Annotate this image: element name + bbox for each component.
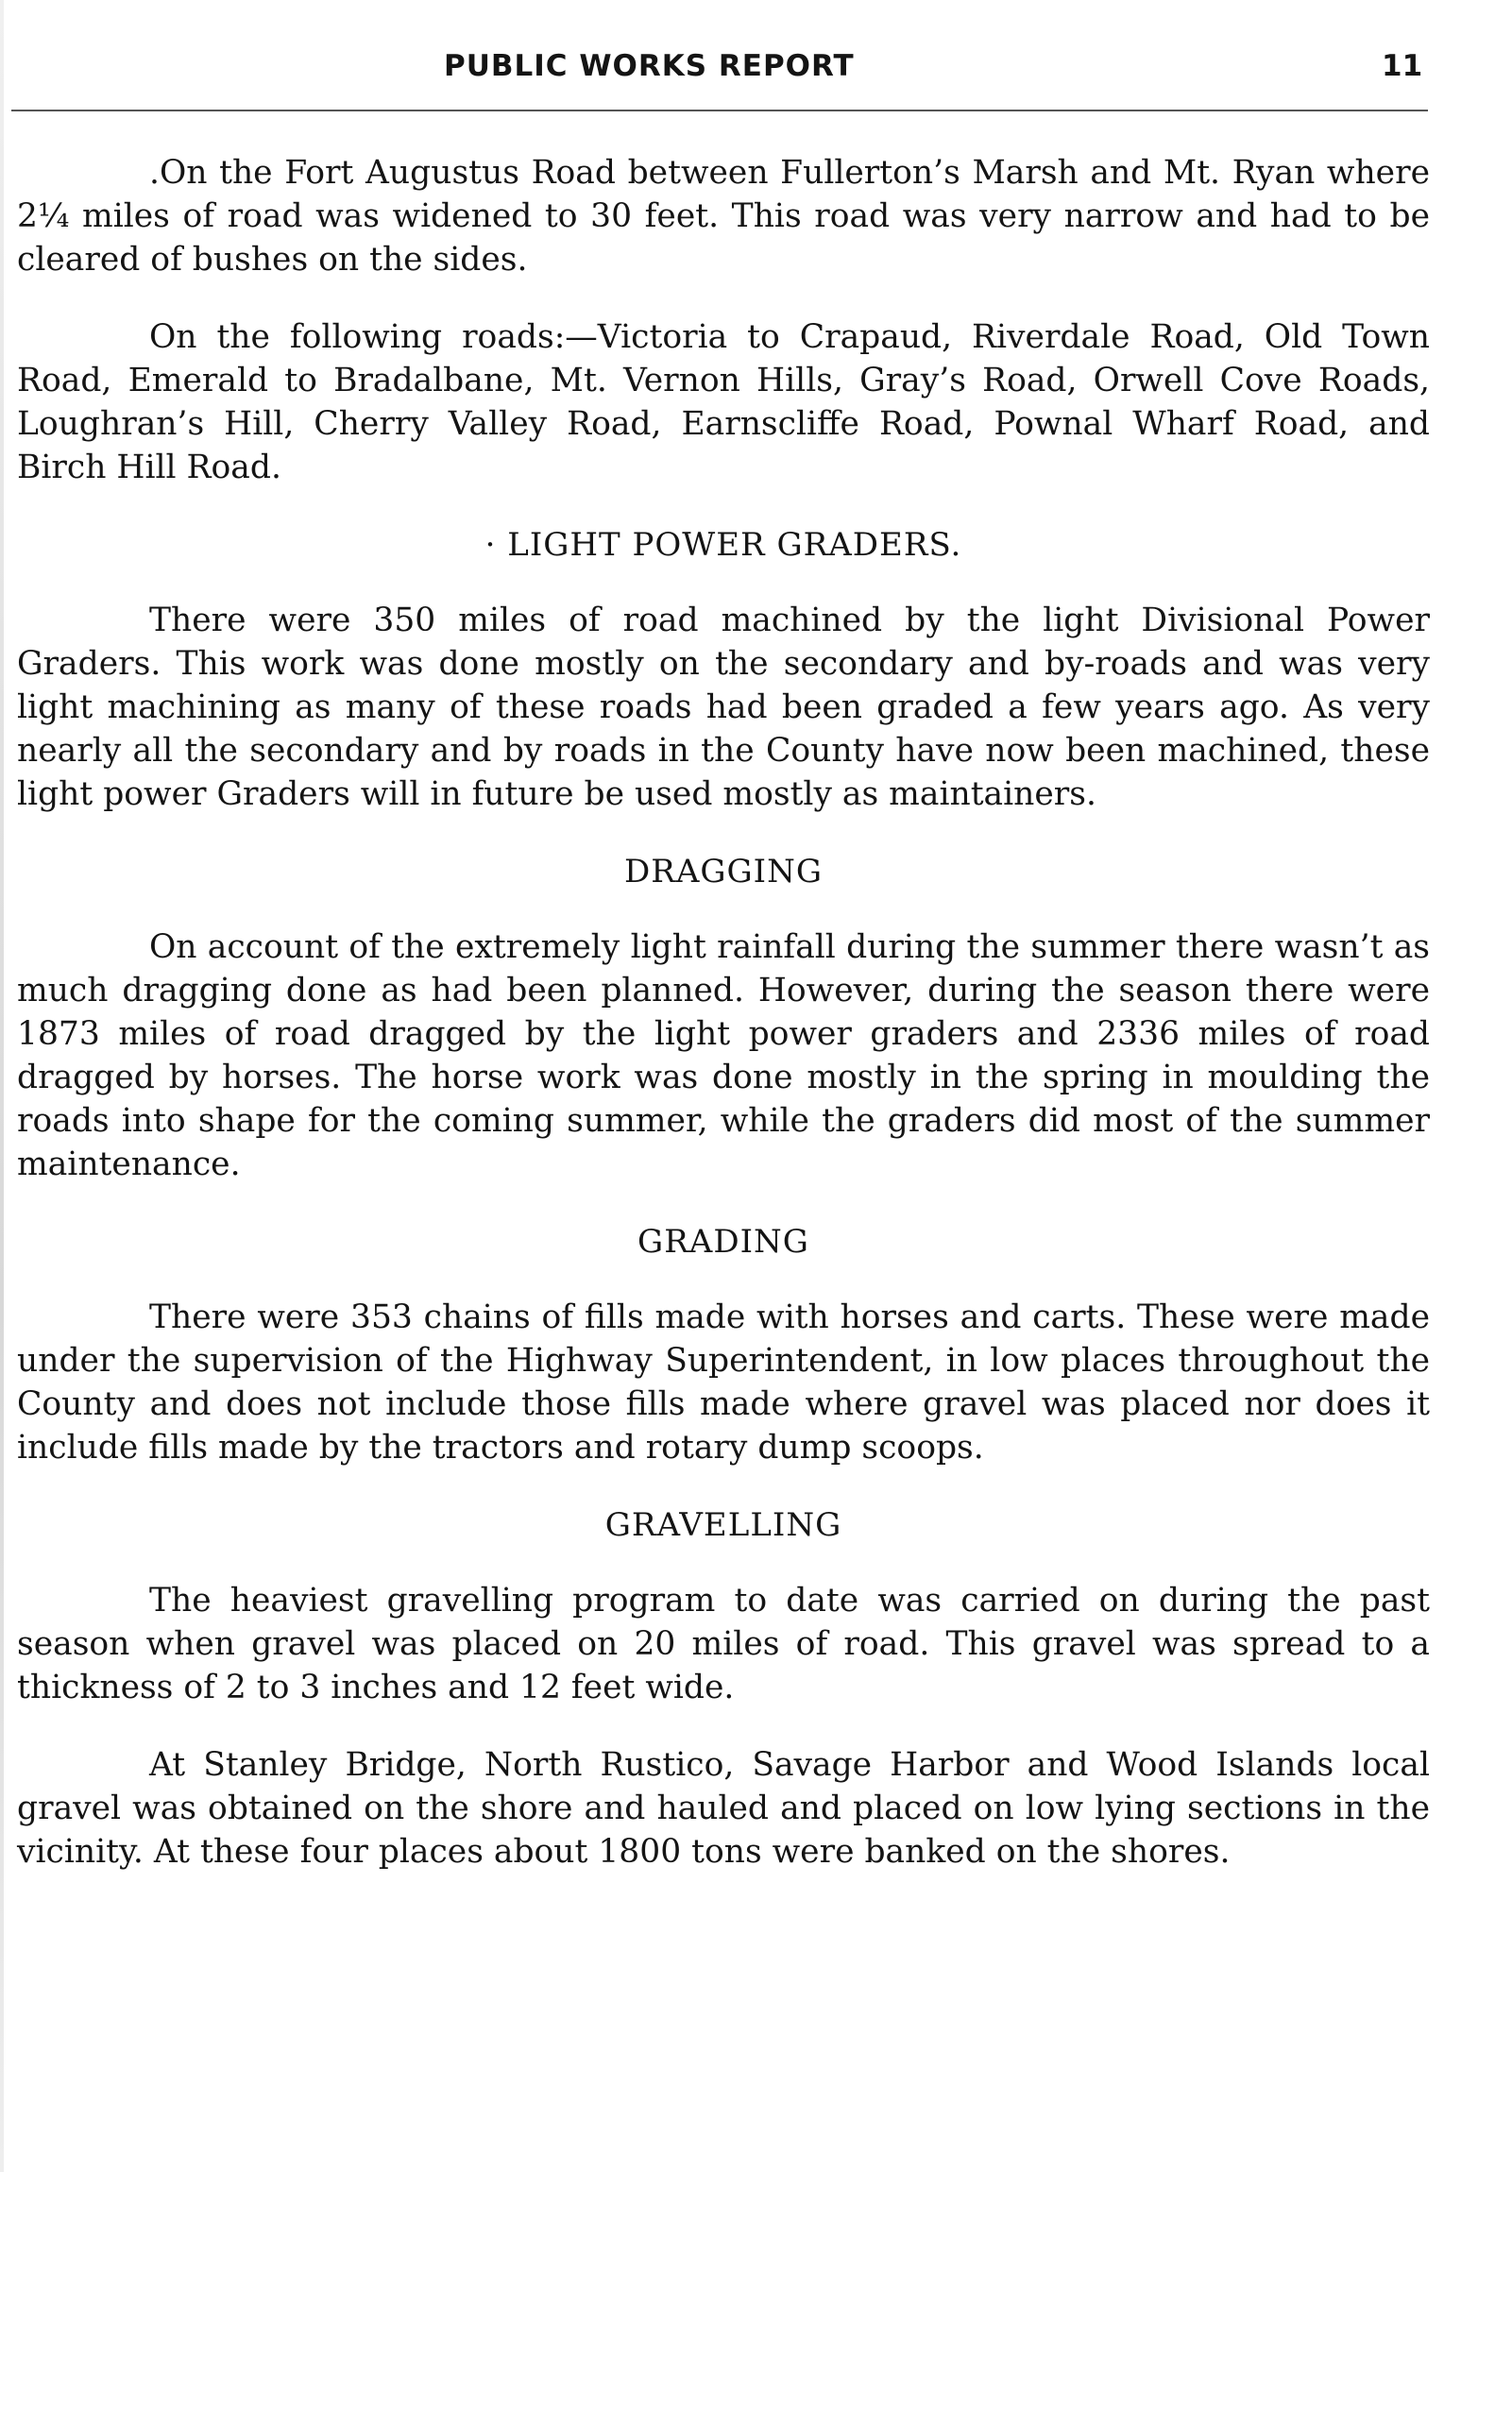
paragraph-light-power-graders: There were 350 miles of road machined by the light Divisional Power Graders. This work was done mostly on the secondary and by-roads and was very light machining as many of these roads had been graded a few years ago. As very nearly all the secondary and by roads in the County have now been machined, these light power Graders will in future be used mostly as maintainers. [17, 602, 1430, 813]
heading-gravelling: GRAVELLING [604, 1506, 842, 1544]
page-number: 11 [1382, 49, 1423, 83]
running-title: PUBLIC WORKS REPORT [444, 49, 855, 83]
scan-edge-shadow [0, 0, 4, 2172]
page-header [0, 49, 1512, 106]
paragraph-dragging: On account of the extremely light rainfall during the summer there wasn’t as much dragging done as had been planned. However, during the season there were 1873 miles of road dragged by the light power graders and 2336 miles of road dragged by horses. The horse work was done mostly in the spring in moulding the roads into shape for the coming summer, while the graders did most of the summer maintenance. [17, 928, 1430, 1183]
heading-grading: GRADING [637, 1223, 809, 1261]
report-body [17, 151, 1430, 1908]
paragraph-gravelling-program: The heaviest gravelling program to date was carried on during the past season when gravel was placed on 20 miles of road. This gravel was spread to a thickness of 2 to 3 inches and 12 feet wide. [17, 1582, 1430, 1706]
heading-dragging: DRAGGING [623, 853, 824, 891]
paragraph-gravelling-local: At Stanley Bridge, North Rustico, Savage Harbor and Wood Islands local gravel was obtained on the shore and hauled and placed on low lying sections in the vicinity. At these four places about 1800 tons were banked on the shores. [17, 1746, 1430, 1871]
header-rule [11, 110, 1428, 111]
paragraph-grading: There were 353 chains of fills made with horses and carts. These were made under the supervision of the Highway Superintendent, in low places throughout the County and does not include those fills made where gravel was placed nor does it include fills made by the tractors and rotary dump scoops. [17, 1298, 1430, 1467]
intro-paragraph-fort-augustus: .On the Fort Augustus Road between Fullerton’s Marsh and Mt. Ryan where 2¼ miles of road was widened to 30 feet. This road was very narrow and had to be cleared of bushes on the sides. [17, 154, 1430, 279]
intro-paragraph-road-list: On the following roads:—Victoria to Crapaud, Riverdale Road, Old Town Road, Emerald to Bradalbane, Mt. Vernon Hills, Gray’s Road, Orwell Cove Roads, Loughran’s Hill, Cherry Valley Road, Earnscliffe Road, Pownal Wharf Road, and Birch Hill Road. [17, 318, 1430, 486]
heading-light-power-graders: · LIGHT POWER GRADERS. [484, 526, 962, 564]
